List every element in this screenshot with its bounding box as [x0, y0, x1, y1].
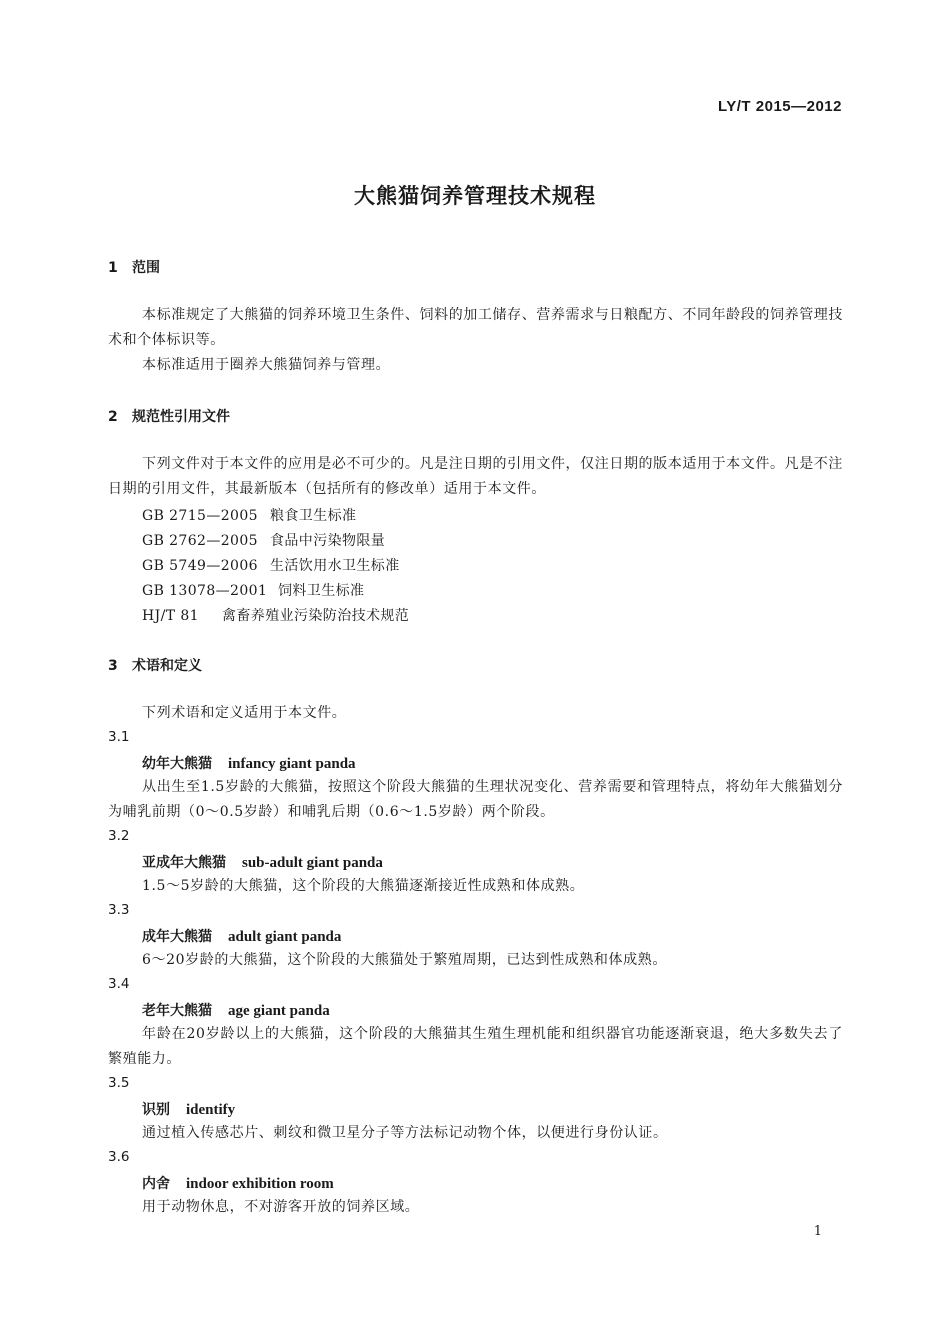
reference-name: 生活饮用水卫生标准 — [270, 558, 400, 574]
reference-name: 饲料卫生标准 — [278, 583, 365, 599]
term-chinese: 成年大熊猫 — [142, 929, 212, 945]
term-definition: 通过植入传感芯片、刺纹和微卫星分子等方法标记动物个体，以便进行身份认证。 — [142, 1125, 668, 1141]
term-english: sub-adult giant panda — [242, 855, 383, 871]
section-number: 3 — [108, 658, 118, 674]
term-english: age giant panda — [228, 1003, 330, 1019]
term-chinese: 内舍 — [142, 1176, 170, 1192]
clause-number: 3.1 — [108, 729, 130, 745]
reference-code: GB 2762—2005 — [142, 533, 258, 549]
term-definition: 1.5～5岁龄的大熊猫，这个阶段的大熊猫逐渐接近性成熟和体成熟。 — [142, 878, 585, 894]
section-number: 1 — [108, 260, 118, 276]
scope-paragraph-1: 本标准规定了大熊猫的饲养环境卫生条件、饲料的加工储存、营养需求与日粮配方、不同年龄段的饲养管理技术和个体标识等。 — [108, 307, 843, 348]
section-heading-scope — [108, 257, 160, 277]
reference-item — [142, 580, 364, 600]
reference-item — [142, 555, 400, 575]
section-title: 术语和定义 — [132, 658, 202, 674]
document-title: 大熊猫饲养管理技术规程 — [354, 184, 596, 208]
clause-number: 3.5 — [108, 1075, 130, 1091]
page-number: 1 — [813, 1224, 822, 1239]
term-english: adult giant panda — [228, 929, 342, 945]
term-heading — [142, 753, 356, 773]
reference-code: GB 5749—2006 — [142, 558, 258, 574]
term-heading — [142, 1099, 235, 1119]
term-heading — [142, 1173, 334, 1193]
clause-number: 3.6 — [108, 1149, 130, 1165]
section-title: 范围 — [132, 260, 160, 276]
term-definition: 年龄在20岁龄以上的大熊猫，这个阶段的大熊猫其生殖生理机能和组织器官功能逐渐衰退，绝大多数失去了繁殖能力。 — [108, 1026, 843, 1067]
scope-paragraph-2: 本标准适用于圈养大熊猫饲养与管理。 — [142, 357, 391, 373]
term-heading — [142, 926, 341, 946]
term-heading — [142, 852, 383, 872]
term-english: identify — [186, 1102, 236, 1118]
term-chinese: 亚成年大熊猫 — [142, 855, 226, 871]
term-heading — [142, 1000, 330, 1020]
reference-code: GB 2715—2005 — [142, 508, 258, 524]
term-definition: 6～20岁龄的大熊猫，这个阶段的大熊猫处于繁殖周期，已达到性成熟和体成熟。 — [142, 952, 667, 968]
clause-number: 3.3 — [108, 902, 130, 918]
term-chinese: 幼年大熊猫 — [142, 756, 212, 772]
standard-code: LY/T 2015—2012 — [717, 98, 842, 115]
reference-code: HJ/T 81 — [142, 608, 199, 624]
term-definition: 用于动物休息，不对游客开放的饲养区域。 — [142, 1199, 420, 1215]
section-number: 2 — [108, 409, 118, 425]
section-heading-terms — [108, 655, 202, 675]
reference-item — [142, 505, 356, 525]
clause-number: 3.2 — [108, 828, 130, 844]
term-chinese: 识别 — [142, 1102, 170, 1118]
clause-number: 3.4 — [108, 976, 130, 992]
section-title: 规范性引用文件 — [132, 409, 230, 425]
references-paragraph: 下列文件对于本文件的应用是必不可少的。凡是注日期的引用文件，仅注日期的版本适用于本文件。凡是不注日期的引用文件，其最新版本（包括所有的修改单）适用于本文件。 — [108, 456, 843, 497]
reference-item — [142, 605, 409, 625]
reference-code: GB 13078—2001 — [142, 583, 268, 599]
reference-item — [142, 530, 385, 550]
section-heading-references — [108, 406, 230, 426]
reference-name: 粮食卫生标准 — [270, 508, 357, 524]
reference-name: 禽畜养殖业污染防治技术规范 — [222, 608, 410, 624]
term-definition: 从出生至1.5岁龄的大熊猫，按照这个阶段大熊猫的生理状况变化、营养需要和管理特点，将幼年大熊猫划分为哺乳前期（0～0.5岁龄）和哺乳后期（0.6～1.5岁龄）两个阶段。 — [108, 779, 843, 820]
reference-name: 食品中污染物限量 — [270, 533, 386, 549]
term-english: indoor exhibition room — [186, 1176, 334, 1192]
term-english: infancy giant panda — [228, 756, 356, 772]
terms-intro: 下列术语和定义适用于本文件。 — [142, 705, 347, 721]
term-chinese: 老年大熊猫 — [142, 1003, 212, 1019]
